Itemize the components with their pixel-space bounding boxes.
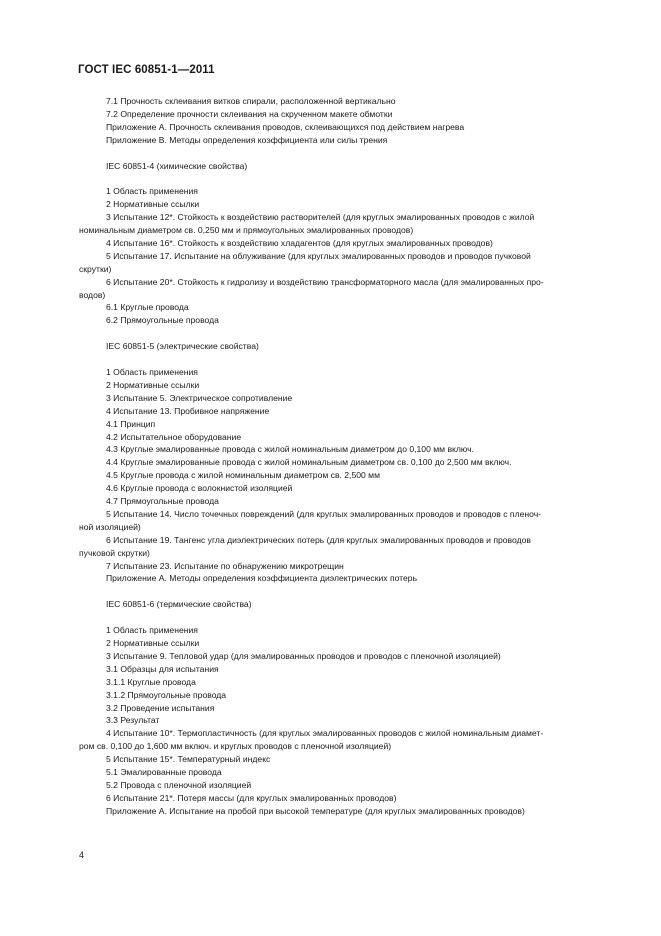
- toc-line: 2 Нормативные ссылки: [106, 637, 200, 648]
- toc-line: Приложение А. Прочность склеивания проводов, склеивающихся под действием нагрева: [106, 121, 465, 132]
- toc-line: IEC 60851-6 (термические свойства): [106, 599, 252, 610]
- toc-line: 4 Испытание 13. Пробивное напряжение: [106, 405, 270, 416]
- toc-line: 2 Нормативные ссылки: [106, 379, 200, 390]
- toc-line: 3 Испытание 5. Электрическое сопротивление: [106, 392, 293, 403]
- toc-line: IEC 60851-4 (химические свойства): [106, 160, 248, 171]
- toc-line: Приложение В. Методы определения коэффициента или силы трения: [106, 134, 388, 145]
- toc-line: 6.2 Прямоугольные провода: [106, 315, 219, 326]
- table-of-contents: [79, 95, 615, 818]
- toc-line: 3.1.1 Круглые провода: [106, 676, 196, 687]
- toc-line: 4.2 Испытательное оборудование: [106, 431, 242, 442]
- toc-line: 3 Испытание 9. Тепловой удар (для эмалированных проводов и проводов с пленочной изоляцией): [106, 650, 501, 661]
- toc-line: Приложение А. Методы определения коэффициента диэлектрических потерь: [106, 573, 418, 584]
- toc-line: номинальным диаметром св. 0,250 мм и прямоугольных эмалированных проводов): [79, 225, 414, 236]
- toc-line: ной изоляцией): [79, 521, 141, 532]
- toc-line: 5 Испытание 14. Число точечных повреждений (для круглых эмалированных проводов и проводов с пленоч-: [106, 508, 542, 519]
- toc-line: 5 Испытание 15*. Температурный индекс: [106, 754, 271, 765]
- toc-line: 3.1.2 Прямоугольные провода: [106, 689, 227, 700]
- toc-line: пучковой скрутки): [79, 547, 150, 558]
- toc-line: 3.2 Проведение испытания: [106, 702, 215, 713]
- toc-line: 5 Испытание 17. Испытание на облуживание (для круглых эмалированных проводов и проводов пучковой: [106, 250, 531, 261]
- toc-line: 4.3 Круглые эмалированные провода с жилой номинальным диаметром до 0,100 мм включ.: [106, 444, 475, 455]
- toc-line: 3 Испытание 12*. Стойкость к воздействию растворителей (для круглых эмалированных проводов с жилой: [106, 212, 535, 223]
- toc-line: водов): [79, 289, 106, 300]
- spacer: [79, 585, 615, 598]
- page-header-title: ГОСТ IEC 60851-1—2011: [78, 64, 215, 76]
- toc-line: Приложение А. Испытание на пробой при высокой температуре (для круглых эмалированных проводов): [106, 805, 525, 816]
- toc-line: 2 Нормативные ссылки: [106, 199, 200, 210]
- spacer: [79, 611, 615, 624]
- toc-line: 5.2 Провода с пленочной изоляцией: [106, 779, 252, 790]
- spacer: [79, 147, 615, 160]
- toc-line: 4 Испытание 16*. Стойкость к воздействию хладагентов (для круглых эмалированных проводов): [106, 237, 493, 248]
- spacer: [79, 353, 615, 366]
- toc-line: IEC 60851-5 (электрические свойства): [106, 341, 259, 352]
- toc-line: 1 Область применения: [106, 186, 198, 197]
- toc-line: 4.6 Круглые провода с волокнистой изоляцией: [106, 483, 293, 494]
- toc-line: ром св. 0,100 до 1,600 мм включ. и круглых проводов с пленочной изоляцией): [79, 741, 392, 752]
- toc-line: 6 Испытание 20*. Стойкость к гидролизу и воздействию трансформаторного масла (для эмалированных про-: [106, 276, 544, 287]
- toc-line: 7.1 Прочность склеивания витков спирали, расположенной вертикально: [106, 96, 396, 106]
- toc-line: 5.1 Эмалированные провода: [106, 767, 222, 778]
- toc-line: 4 Испытание 10*. Термопластичность (для круглых эмалированных проводов с жилой номинальным диамет-: [106, 728, 544, 739]
- toc-line: 3.1 Образцы для испытания: [106, 663, 219, 674]
- toc-line: 1 Область применения: [106, 625, 198, 636]
- toc-line: 1 Область применения: [106, 366, 198, 377]
- spacer: [79, 327, 615, 340]
- toc-line: 4.7 Прямоугольные провода: [106, 496, 219, 507]
- toc-line: 7.2 Определение прочности склеивания на скрученном макете обмотки: [106, 108, 393, 119]
- toc-line: 6 Испытание 21*. Потеря массы (для круглых эмалированных проводов): [106, 792, 397, 803]
- toc-line: 3.3 Результат: [106, 715, 160, 726]
- spacer: [79, 172, 615, 185]
- toc-line: 7 Испытание 23. Испытание по обнаружению микротрещин: [106, 560, 344, 571]
- toc-line: 4.5 Круглые провода с жилой номинальным диаметром св. 2,500 мм: [106, 470, 380, 481]
- toc-line: 6.1 Круглые провода: [106, 302, 189, 313]
- toc-line: 6 Испытание 19. Тангенс угла диэлектрических потерь (для круглых эмалированных проводов и проводов: [106, 534, 531, 545]
- toc-line: 4.1 Принцип: [106, 418, 156, 429]
- page-number: 4: [79, 850, 85, 860]
- toc-line: 4.4 Круглые эмалированные провода с жилой номинальным диаметром св. 0,100 до 2,500 мм включ.: [106, 457, 512, 468]
- toc-line: скрутки): [79, 263, 112, 274]
